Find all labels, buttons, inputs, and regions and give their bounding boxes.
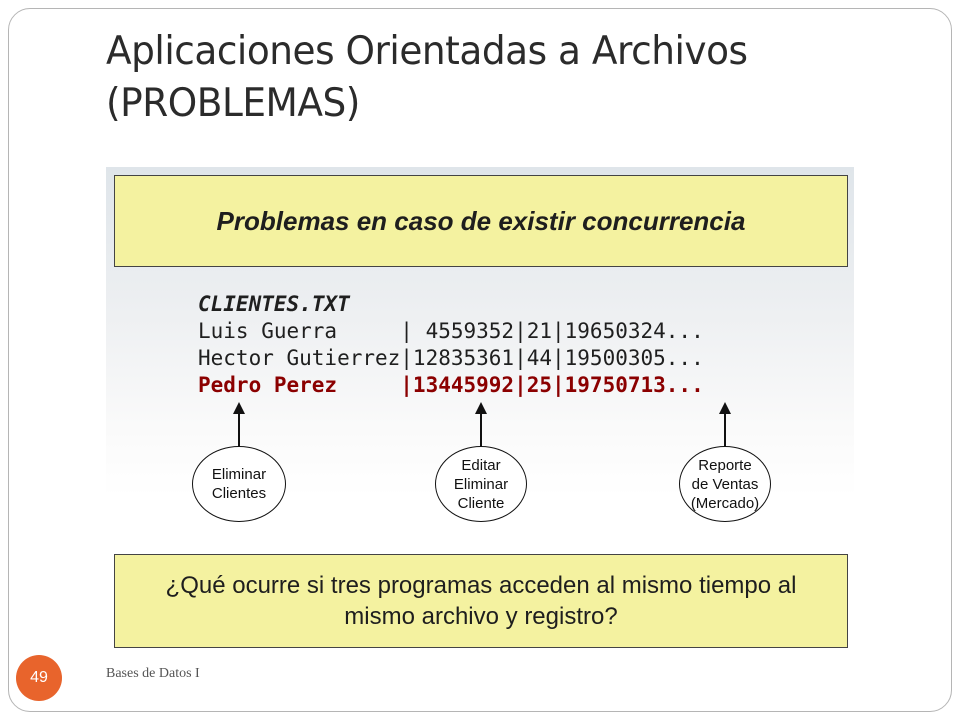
program-label: Eliminar Clientes xyxy=(211,466,267,502)
program-editar-eliminar-cliente xyxy=(435,446,527,522)
question-text: ¿Qué ocurre si tres programas acceden al mismo tiempo al mismo archivo y registro? xyxy=(165,572,797,630)
page-number: 49 xyxy=(30,669,48,686)
footer-text: Bases de Datos I xyxy=(106,666,200,681)
arrow-up-icon xyxy=(480,412,482,448)
figure-heading: Problemas en caso de existir concurrencia xyxy=(216,205,746,236)
question-box xyxy=(114,554,848,648)
program-label: Editar Eliminar Cliente xyxy=(453,456,509,512)
file-line-highlighted: Pedro Perez |13445992|25|19750713... xyxy=(198,373,704,397)
arrow-up-icon xyxy=(238,412,240,448)
file-name: CLIENTES.TXT xyxy=(198,292,350,316)
concurrency-figure xyxy=(106,167,854,649)
program-label: Reporte de Ventas (Mercado) xyxy=(690,456,760,512)
file-line: Luis Guerra | 4559352|21|19650324... xyxy=(198,319,704,343)
file-listing xyxy=(198,291,704,399)
slide-title: Aplicaciones Orientadas a Archivos (PROBLEMAS) xyxy=(106,29,748,126)
figure-heading-box xyxy=(114,175,848,267)
program-reporte-ventas xyxy=(679,446,771,522)
file-line: Hector Gutierrez|12835361|44|19500305... xyxy=(198,346,704,370)
arrow-up-icon xyxy=(724,412,726,448)
page-number-badge xyxy=(16,655,62,701)
program-eliminar-clientes xyxy=(192,446,286,522)
